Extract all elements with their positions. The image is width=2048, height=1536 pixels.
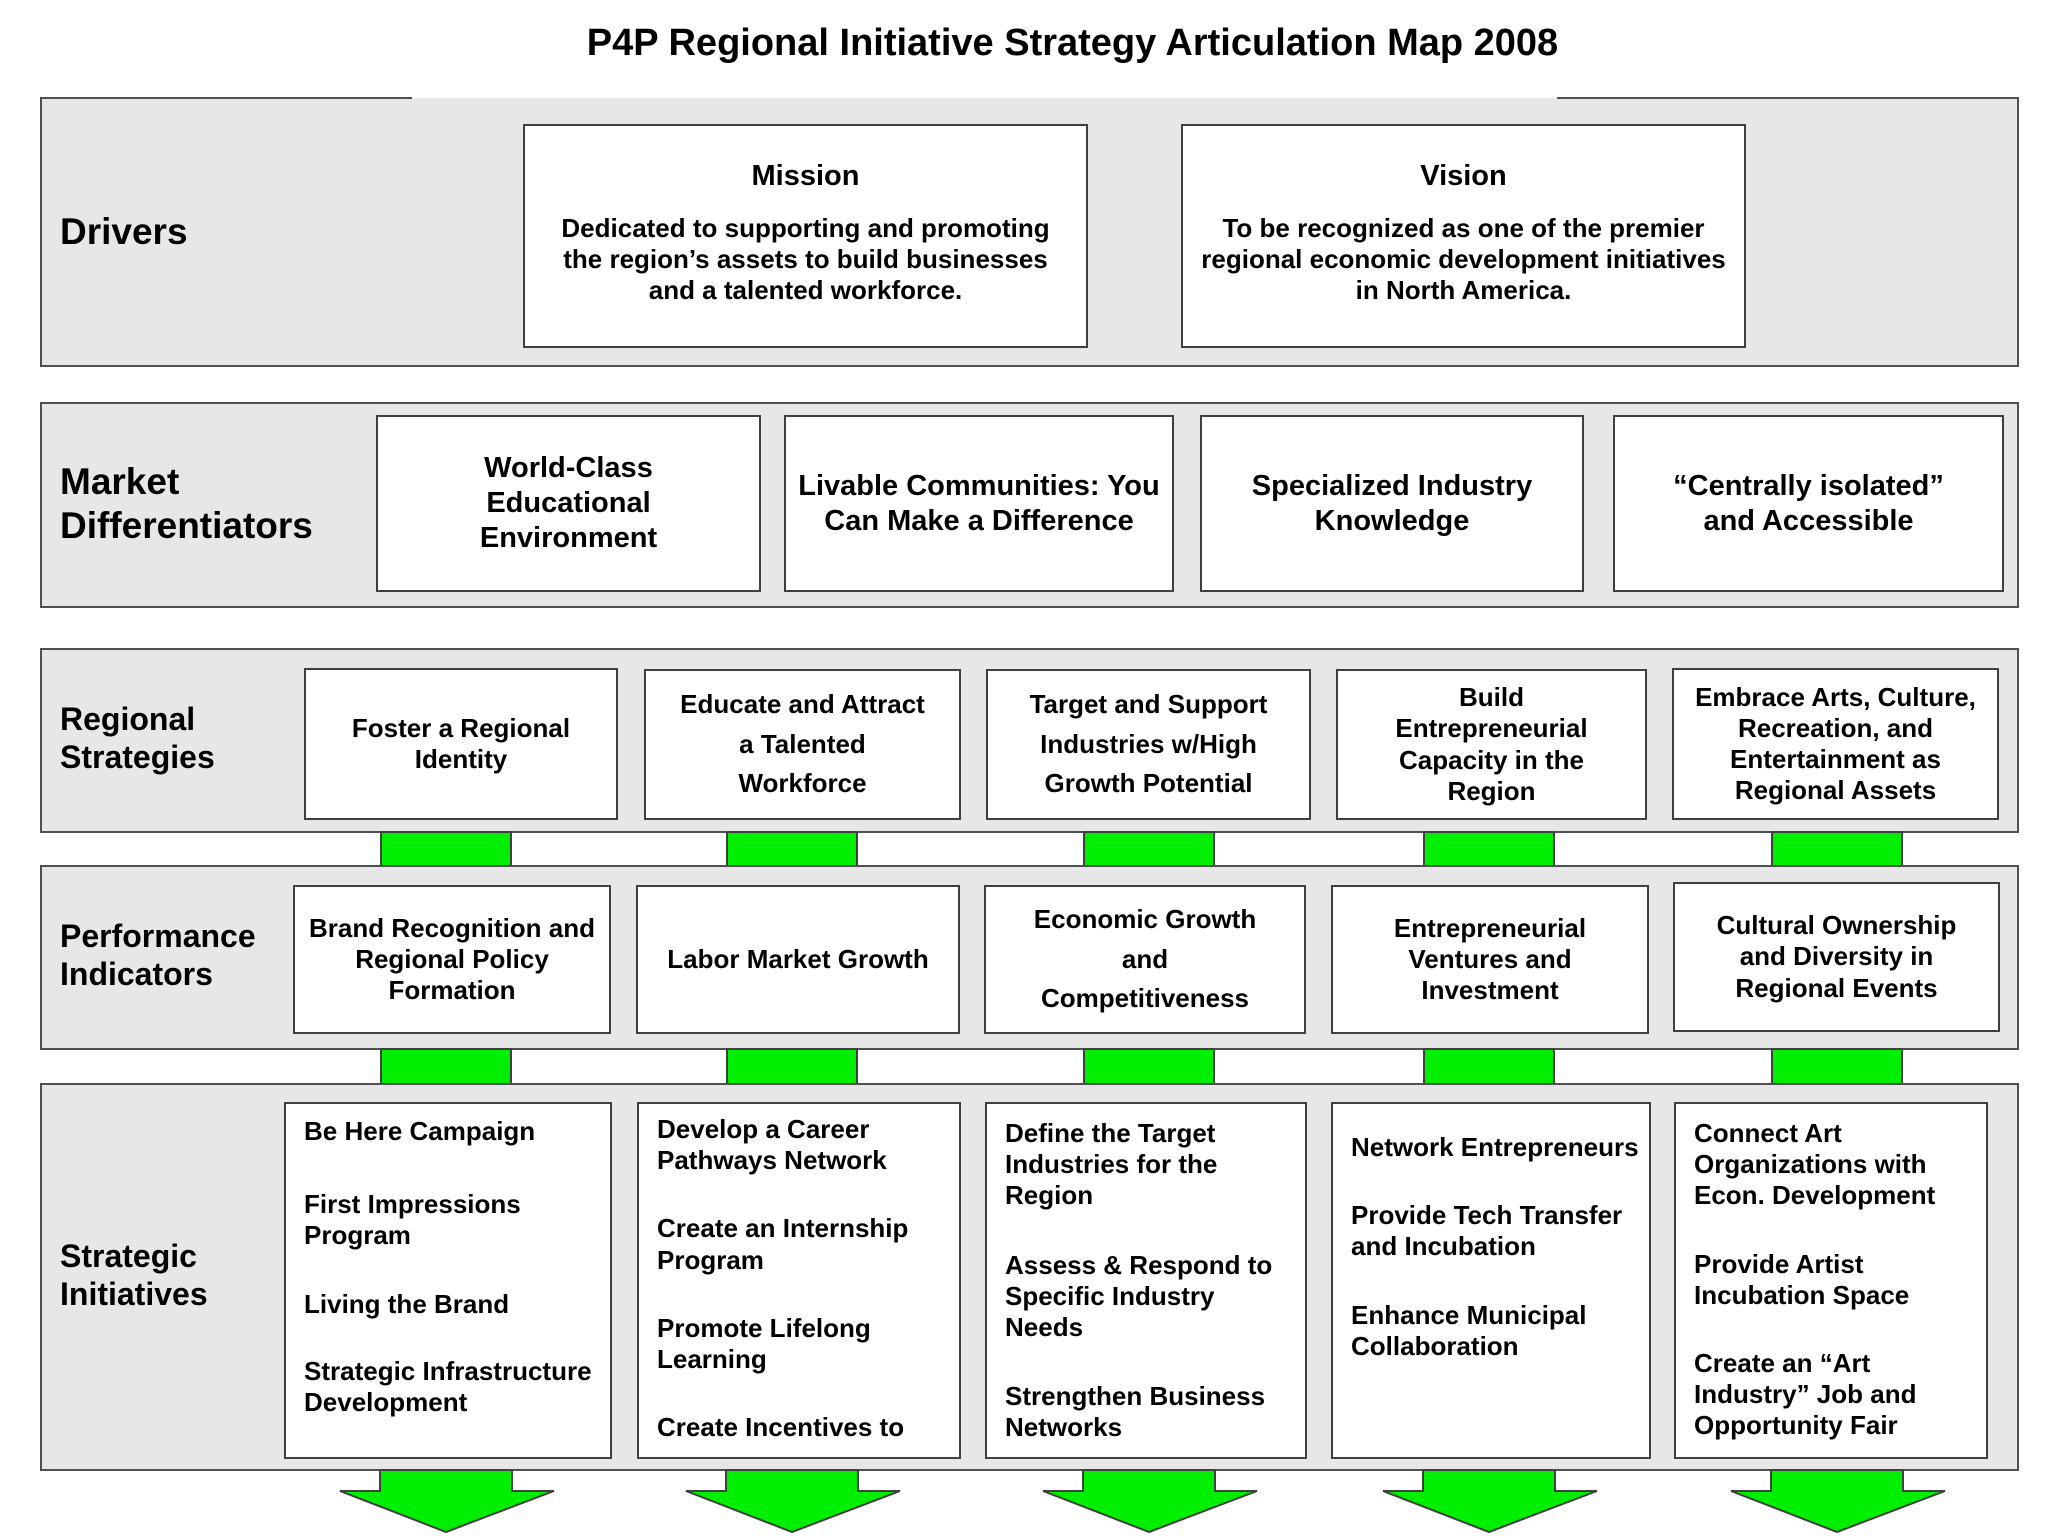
drivers-band-top-border [40,97,412,99]
initiatives-label: Strategic Initiatives [60,1238,208,1313]
initiative-box [985,1102,1307,1459]
indicator-box: Cultural Ownership and Diversity in Regional Events [1673,882,2000,1032]
initiative-item: Define the Target Industries for the Region [1005,1118,1218,1211]
connector-bar [1771,831,1903,867]
indicator-box: Brand Recognition and Regional Policy Formation [293,885,611,1034]
initiative-item: Be Here Campaign [304,1116,536,1146]
initiative-item: Promote Lifelong Learning [657,1312,871,1374]
down-arrow-icon [683,1469,903,1535]
differentiator-box: Livable Communities: You Can Make a Difference [784,415,1174,592]
connector-bar [380,1048,512,1085]
down-arrow-icon [337,1469,557,1535]
indicators-label: Performance Indicators [60,918,256,993]
connector-bar [726,1048,858,1085]
connector-bar [1083,831,1215,867]
strategy-box: Embrace Arts, Culture, Recreation, and Entertainment as Regional Assets [1672,668,1999,820]
initiative-item: Develop a Career Pathways Network [657,1114,887,1176]
mission-heading: Mission [751,160,860,192]
differentiator-box: Specialized Industry Knowledge [1200,415,1584,592]
down-arrow-icon [1040,1469,1260,1535]
indicator-box: Entrepreneurial Ventures and Investment [1331,885,1649,1034]
initiative-item: Create an Internship Program [657,1213,909,1275]
page-title: P4P Regional Initiative Strategy Articulation Map 2008 [586,22,1559,64]
indicator-box: Labor Market Growth [636,885,960,1034]
initiative-item: Strengthen Business Networks [1005,1381,1266,1443]
initiative-item: Create an “Art Industry” Job and Opportunity Fair [1694,1347,1917,1441]
connector-bar [726,831,858,867]
vision-heading: Vision [1420,160,1507,192]
strategy-box: Build Entrepreneurial Capacity in the Region [1336,669,1647,820]
initiative-item: Provide Artist Incubation Space [1694,1248,1910,1310]
mission-box [523,124,1088,348]
connector-bar [1423,831,1555,867]
mission-text: Dedicated to supporting and promoting the region’s assets to build businesses and a talented workforce. [561,213,1050,306]
strategies-label: Regional Strategies [60,701,215,776]
strategy-box: Foster a Regional Identity [304,668,618,820]
indicator-box: Economic Growth and Competitiveness [984,885,1306,1034]
differentiators-label: Market Differentiators [60,461,313,547]
strategy-box: Educate and Attract a Talented Workforce [644,669,961,820]
vision-box [1181,124,1746,348]
drivers-band-top-border [1557,97,2019,99]
initiative-box [1674,1102,1988,1459]
connector-bar [1771,1048,1903,1085]
initiative-item: Network Entrepreneurs [1351,1132,1639,1162]
drivers-label: Drivers [60,211,188,252]
initiative-item: Strategic Infrastructure Development [304,1355,592,1417]
initiative-item: Living the Brand [304,1288,510,1319]
down-arrow-icon [1380,1469,1600,1535]
initiative-item: Enhance Municipal Collaboration [1351,1299,1587,1361]
initiative-item: First Impressions Program [304,1189,521,1251]
initiative-item: Create Incentives to [657,1412,905,1443]
initiative-box [284,1102,612,1459]
initiative-item: Connect Art Organizations with Econ. Development [1694,1118,1936,1211]
initiative-box [637,1102,961,1459]
connector-bar [380,831,512,867]
strategy-box: Target and Support Industries w/High Growth Potential [986,669,1311,820]
initiative-item: Provide Tech Transfer and Incubation [1351,1200,1623,1262]
vision-text: To be recognized as one of the premier regional economic development initiatives in North America. [1201,213,1726,306]
differentiator-box: World-Class Educational Environment [376,415,761,592]
connector-bar [1423,1048,1555,1085]
initiative-box [1331,1102,1651,1459]
initiative-item: Assess & Respond to Specific Industry Needs [1005,1249,1273,1342]
connector-bar [1083,1048,1215,1085]
differentiator-box: “Centrally isolated” and Accessible [1613,415,2004,592]
down-arrow-icon [1728,1469,1948,1535]
